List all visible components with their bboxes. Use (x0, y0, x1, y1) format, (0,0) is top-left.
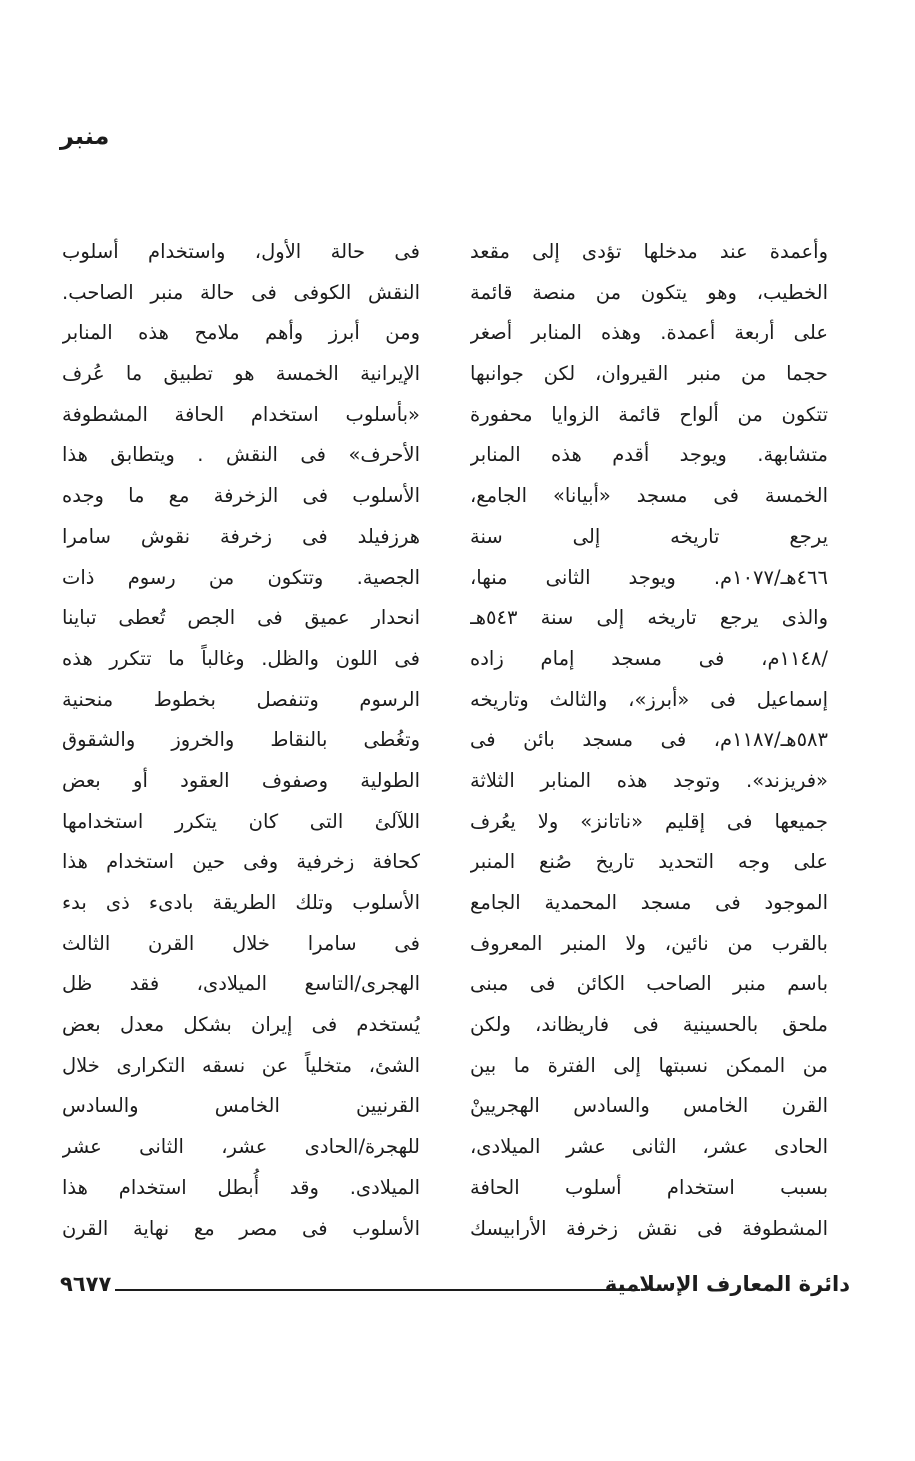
text-line: القرنيين الخامس والسادس (62, 1094, 420, 1118)
text-line: فى اللون والظل. وغالباً ما تتكرر هذه (62, 646, 420, 670)
text-line: جميعها فى إقليم «ناتانز» ولا يعُرف (470, 809, 828, 833)
text-line: «فريزند». وتوجد هذه المنابر الثلاثة (470, 768, 828, 792)
text-line: باسم منبر الصاحب الكائن فى مبنى (470, 972, 828, 996)
footer-rule (115, 1289, 640, 1291)
text-line: للهجرة/الحادى عشر، الثانى عشر (62, 1135, 420, 1159)
text-line: وأعمدة عند مدخلها تؤدى إلى مقعد (470, 240, 828, 263)
page-footer (60, 1266, 850, 1302)
text-line: فى سامرا خلال القرن الثالث (62, 931, 420, 955)
text-line: يُستخدم فى إيران بشكل معدل بعض (62, 1013, 420, 1037)
text-line: /١١٤٨م، فى مسجد إمام زاده (470, 646, 828, 670)
left-text-column (62, 232, 420, 1249)
text-line: المشطوفة فى نقش زخرفة الأرابيسك (470, 1216, 828, 1240)
text-line: القرن الخامس والسادس الهجريينْ (470, 1094, 828, 1118)
text-line: الخطيب، وهو يتكون من منصة قائمة (470, 280, 828, 304)
text-line: الموجود فى مسجد المحمدية الجامع (470, 891, 828, 914)
text-line: الأحرف» فى النقش . ويتطابق هذا (62, 443, 420, 467)
text-line: إسماعيل فى «أبرز»، والثالث وتاريخه (470, 687, 828, 711)
text-line: يرجع تاريخه إلى سنة (470, 524, 828, 548)
running-head: منبر (60, 122, 110, 150)
text-line: الأسلوب فى الزخرفة مع ما وجده (62, 484, 420, 508)
text-line: فى حالة الأول، واستخدام أسلوب (62, 240, 420, 263)
text-line: النقش الكوفى فى حالة منبر الصاحب. (62, 280, 420, 304)
text-line: ٤٦٦هـ/١٠٧٧م. ويوجد الثانى منها، (470, 565, 828, 589)
text-line: والذى يرجع تاريخه إلى سنة ٥٤٣هـ (470, 606, 828, 630)
text-line: على وجه التحديد تاريخ صُنع المنبر (470, 850, 828, 874)
text-line: الرسوم وتنفصل بخطوط منحنية (62, 687, 420, 711)
text-line: الأسلوب فى مصر مع نهاية القرن (62, 1216, 420, 1240)
text-line: على أربعة أعمدة. وهذه المنابر أصغر (470, 321, 828, 345)
encyclopedia-title: دائرة المعارف الإسلامية (604, 1272, 850, 1296)
text-line: بالقرب من نائين، ولا المنبر المعروف (470, 931, 828, 955)
text-line: الهجرى/التاسع الميلادى، فقد ظل (62, 972, 420, 996)
text-line: الأسلوب وتلك الطريقة بادىء ذى بدء (62, 891, 420, 914)
text-line: وتغُطى بالنقاط والخروز والشقوق (62, 728, 420, 752)
right-text-column (470, 232, 828, 1249)
text-line: ملحق بالحسينية فى فاريظاند، ولكن (470, 1013, 828, 1037)
text-line: «بأسلوب استخدام الحافة المشطوفة (62, 402, 420, 426)
text-line: اللآلئ التى كان يتكرر استخدامها (62, 809, 420, 833)
text-line: من الممكن نسبتها إلى الفترة ما بين (470, 1053, 828, 1077)
text-line: ٥٨٣هـ/١١٨٧م، فى مسجد بائن فى (470, 728, 828, 752)
text-line: الشئ، متخلياً عن نسقه التكرارى خلال (62, 1053, 420, 1077)
text-line: انحدار عميق فى الجص تُعطى تباينا (62, 606, 420, 630)
text-line: الجصية. وتتكون من رسوم ذات (62, 565, 420, 589)
text-line: الإيرانية الخمسة هو تطبيق ما عُرف (62, 362, 420, 386)
text-line: ومن أبرز وأهم ملامح هذه المنابر (62, 321, 420, 345)
text-line: الطولية وصفوف العقود أو بعض (62, 768, 420, 792)
text-line: متشابهة. ويوجد أقدم هذه المنابر (470, 443, 828, 467)
text-line: الخمسة فى مسجد «أبيانا» الجامع، (470, 484, 828, 508)
text-line: كحافة زخرفية وفى حين استخدام هذا (62, 850, 420, 874)
text-line: هرزفيلد فى زخرفة نقوش سامرا (62, 524, 420, 548)
text-line: بسبب استخدام أسلوب الحافة (470, 1175, 828, 1199)
text-line: الميلادى. وقد أُبطل استخدام هذا (62, 1175, 420, 1199)
page-number: ٩٦٧٧ (60, 1272, 112, 1296)
text-line: تتكون من ألواح قائمة الزوايا محفورة (470, 402, 828, 426)
text-line: حجما من منبر القيروان، لكن جوانبها (470, 362, 828, 386)
text-line: الحادى عشر، الثانى عشر الميلادى، (470, 1135, 828, 1159)
